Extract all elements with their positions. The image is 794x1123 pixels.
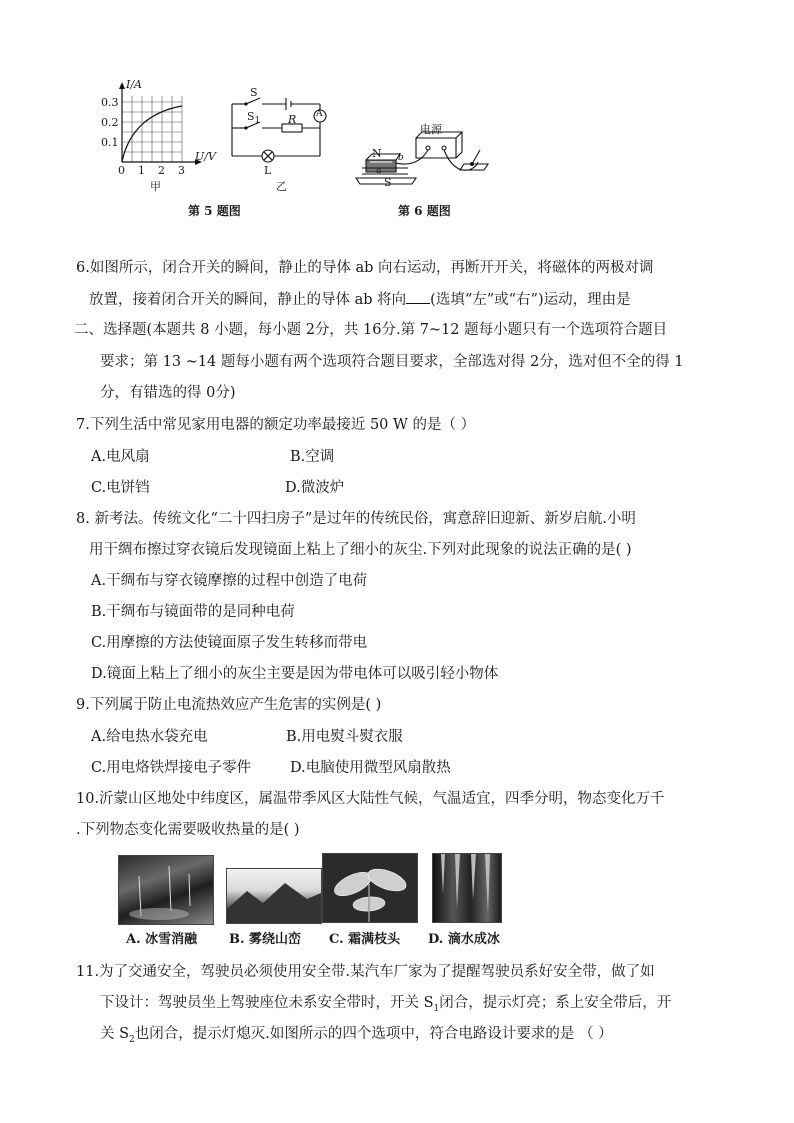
y-tick-0.1: 0.1 — [101, 136, 119, 149]
q8-option-b[interactable]: B.干绸布与镜面带的是同种电荷 — [91, 604, 295, 620]
rod-b-label: b — [398, 153, 404, 163]
photo-frost-branch[interactable] — [322, 853, 418, 923]
circuit-diagram — [232, 96, 332, 166]
q10-line-1: 10.沂蒙山区地处中纬度区，属温带季风区大陆性气候，气温适宜，四季分明，物态变化万千 — [76, 791, 665, 807]
y-tick-0.2: 0.2 — [101, 116, 119, 129]
q7-option-d[interactable]: D.微波炉 — [285, 480, 345, 496]
photo-icicles[interactable] — [432, 853, 502, 923]
x-axis-label: U/V — [195, 150, 216, 163]
q6-line-2: 放置，接着闭合开关的瞬间，静止的导体 ab 将向 (选填“左”或“右”)运动，理由是 — [89, 289, 631, 310]
switch-s1-label: $S_1$ — [247, 110, 261, 127]
x-tick-3: 3 — [178, 164, 185, 177]
q6-answer-blank[interactable] — [406, 289, 430, 304]
photo-ice-melting[interactable] — [118, 855, 214, 925]
ammeter-label: A — [316, 109, 323, 119]
q7-option-b[interactable]: B.空调 — [290, 449, 335, 465]
q9-option-c[interactable]: C.用电烙铁焊接电子零件 — [91, 760, 252, 776]
q9-option-d[interactable]: D.电脑使用微型风扇散热 — [290, 760, 451, 776]
q8-option-a[interactable]: A.干绸布与穿衣镜摩擦的过程中创造了电荷 — [91, 573, 368, 589]
q8-option-d[interactable]: D.镜面上粘上了细小的灰尘主要是因为带电体可以吸引轻小物体 — [91, 666, 499, 682]
x-tick-2: 2 — [158, 164, 165, 177]
q9-stem: 9.下列属于防止电流热效应产生危害的实例是( ) — [76, 697, 382, 713]
q10-option-b[interactable]: B. 雾绕山峦 — [229, 932, 302, 947]
x-tick-1: 1 — [138, 164, 145, 177]
q9-option-a[interactable]: A.给电热水袋充电 — [91, 729, 208, 745]
rod-a-label: a — [376, 166, 382, 176]
q7-stem: 7.下列生活中常见家用电器的额定功率最接近 50 W 的是（ ） — [76, 417, 476, 433]
switch-s-label: S — [250, 86, 258, 99]
magnet-s-label: S — [384, 176, 392, 189]
circuit-label-yi: 乙 — [276, 180, 287, 193]
photo-mist-mountains[interactable] — [226, 868, 322, 924]
q10-line-2: .下列物态变化需要吸收热量的是( ) — [76, 822, 300, 838]
q8-line-1: 8. 新考法。传统文化“二十四扫房子”是过年的传统民俗，寓意辞旧迎新、新岁启航.小明 — [76, 511, 636, 527]
x-tick-0: 0 — [118, 164, 125, 177]
y-axis-label: I/A — [126, 78, 142, 91]
q6-line-1: 6.如图所示，闭合开关的瞬间，静止的导体 ab 向右运动，再断开开关，将磁体的两极对调 — [76, 260, 654, 276]
q11-line-3: 关 $S_2$也闭合，提示灯熄灭.如图所示的四个选项中，符合电路设计要求的是 （ ） — [100, 1026, 613, 1045]
power-supply-label: 电源 — [420, 123, 442, 136]
lamp-label: L — [264, 164, 272, 177]
q7-option-c[interactable]: C.电饼铛 — [91, 480, 150, 496]
section-2-line-1: 二、选择题(本题共 8 小题，每小题 2分，共 16分.第 7~12 题每小题只有一个选项符合题目 — [74, 322, 668, 338]
q10-option-a[interactable]: A. 冰雪消融 — [126, 932, 198, 947]
magnet-n-label: N — [372, 147, 382, 160]
q7-option-a[interactable]: A.电风扇 — [91, 449, 150, 465]
figure-6-caption: 第 6 题图 — [398, 204, 451, 218]
section-2-line-3: 分，有错选的得 0分) — [100, 385, 236, 401]
q8-option-c[interactable]: C.用摩擦的方法使镜面原子发生转移而带电 — [91, 635, 368, 651]
resistor-label: R — [288, 113, 297, 126]
y-tick-0.3: 0.3 — [101, 96, 119, 109]
q9-option-b[interactable]: B.用电熨斗熨衣服 — [286, 729, 403, 745]
q8-line-2: 用干绸布擦过穿衣镜后发现镜面上粘上了细小的灰尘.下列对此现象的说法正确的是( ) — [89, 542, 632, 558]
q10-option-d[interactable]: D. 滴水成冰 — [428, 932, 500, 947]
q10-option-c[interactable]: C. 霜满枝头 — [329, 932, 401, 947]
section-2-line-2: 要求；第 13 ~14 题每小题有两个选项符合题目要求，全部选对得 2分，选对但不全的得 1 — [100, 354, 684, 370]
figure-5-caption: 第 5 题图 — [188, 204, 241, 218]
q11-line-2: 下设计：驾驶员坐上驾驶座位未系安全带时，开关 $S_1$闭合，提示灯亮；系上安全带后，开 — [100, 995, 672, 1014]
graph-label-jia: 甲 — [150, 180, 161, 193]
q11-line-1: 11.为了交通安全，驾驶员必须使用安全带.某汽车厂家为了提醒驾驶员系好安全带，做了如 — [76, 964, 655, 980]
